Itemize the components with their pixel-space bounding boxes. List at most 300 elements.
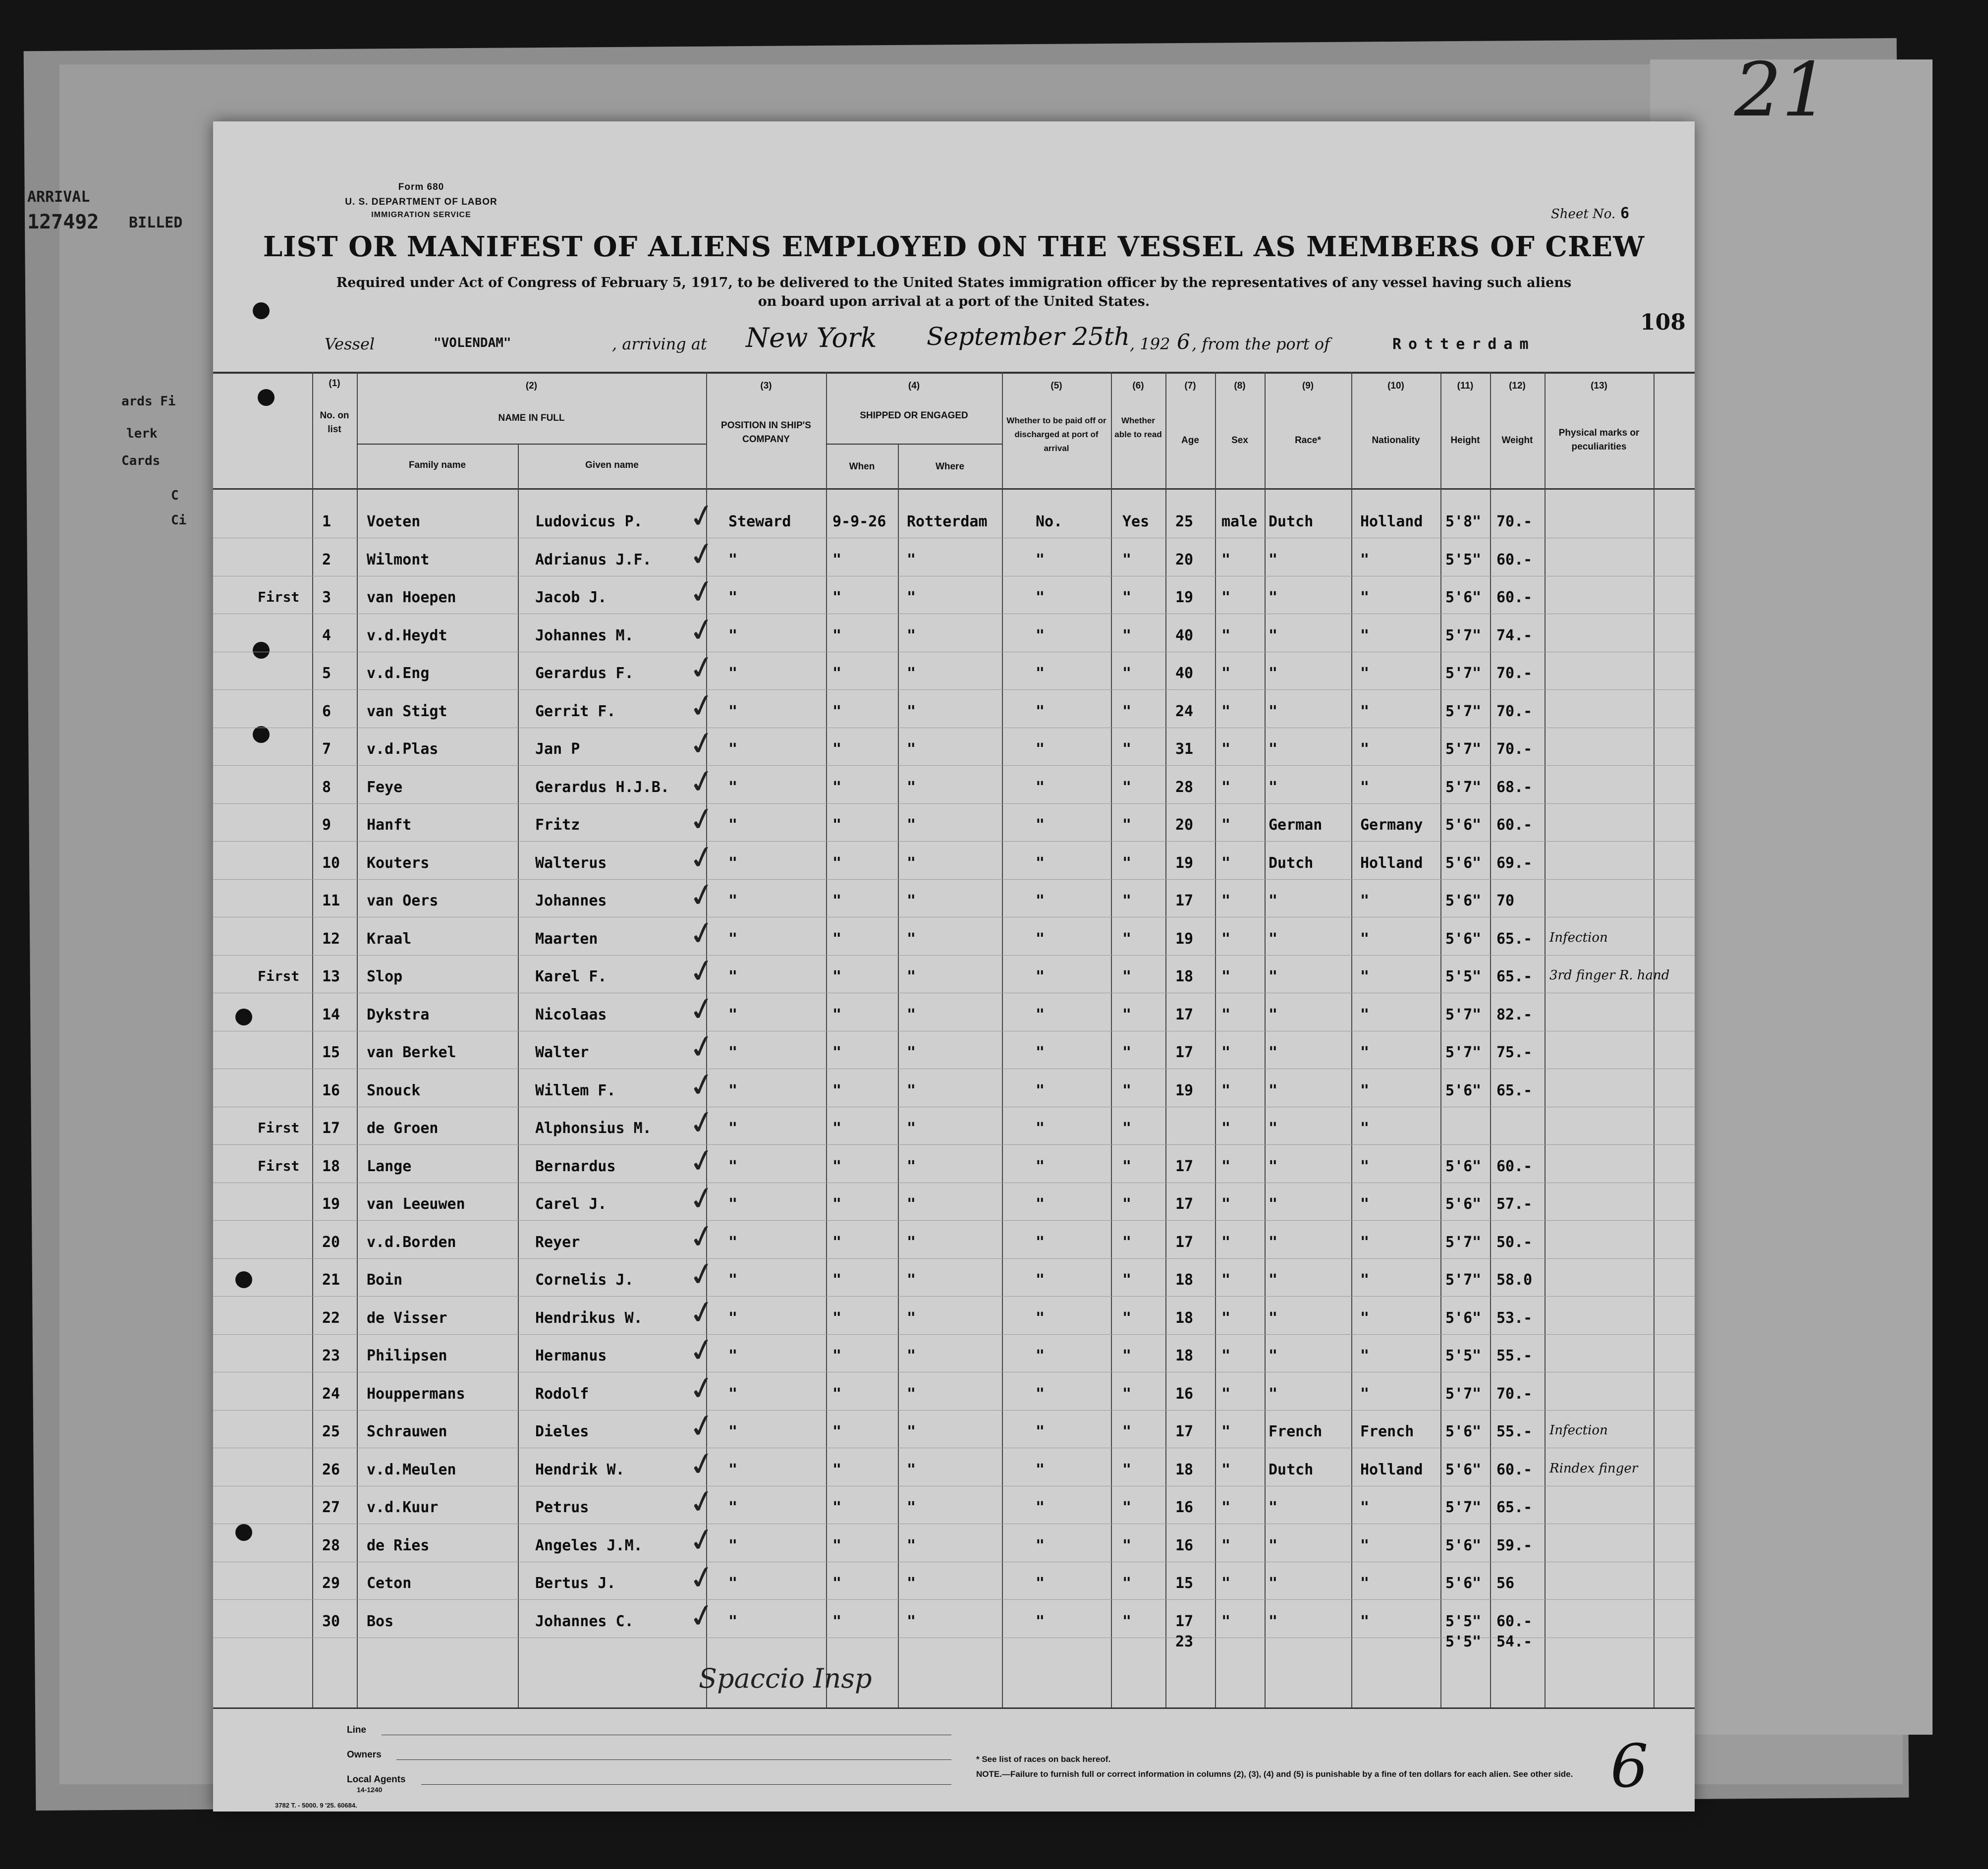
race: " <box>1269 1612 1278 1630</box>
age: 19 <box>1175 1081 1194 1099</box>
sex: " <box>1221 816 1231 834</box>
paid-off: " <box>1036 930 1045 948</box>
col5-number: (5) <box>1050 381 1062 391</box>
race: " <box>1269 1157 1278 1175</box>
height: 5'7" <box>1445 1385 1482 1403</box>
given-name: Johannes <box>535 892 607 909</box>
nationality: " <box>1360 665 1370 682</box>
shipped-where: Rotterdam <box>907 513 988 530</box>
footer-line-label: Line <box>347 1725 367 1735</box>
nationality: Germany <box>1360 816 1423 834</box>
position: " <box>728 892 738 909</box>
shipped-where: " <box>907 1309 916 1327</box>
shipped-when: " <box>832 930 842 948</box>
able-to-read: " <box>1122 1385 1132 1403</box>
able-to-read: " <box>1122 930 1132 948</box>
row-number: 20 <box>322 1233 340 1251</box>
col-rule <box>312 372 313 1707</box>
row-number: 14 <box>322 1006 340 1023</box>
height: 5'7" <box>1445 1499 1482 1516</box>
height: 5'6" <box>1445 816 1482 834</box>
punch-hole <box>235 1524 252 1541</box>
shipped-where: " <box>907 589 916 606</box>
height: 5'5" <box>1445 1612 1482 1630</box>
row-number: 21 <box>322 1271 340 1289</box>
family-name: van Berkel <box>367 1044 456 1061</box>
shipped-where: " <box>907 1575 916 1592</box>
row-number: 22 <box>322 1309 340 1327</box>
checkmark-icon: ✓ <box>685 1292 719 1334</box>
sex: " <box>1221 1575 1231 1592</box>
given-name: Bernardus <box>535 1157 616 1175</box>
sex: " <box>1221 1347 1231 1364</box>
nationality: " <box>1360 930 1370 948</box>
age: 20 <box>1175 551 1194 568</box>
shipped-where: " <box>907 1536 916 1554</box>
shipped-when: " <box>832 1347 842 1364</box>
position: " <box>728 1612 738 1630</box>
shipped-when: " <box>832 626 842 644</box>
checkmark-icon: ✓ <box>685 875 719 916</box>
age: 18 <box>1175 1347 1194 1364</box>
sex: " <box>1221 1195 1231 1213</box>
sex: " <box>1221 930 1231 948</box>
family-name: v.d.Kuur <box>367 1499 439 1516</box>
shipped-where: " <box>907 1461 916 1478</box>
position: " <box>728 1006 738 1023</box>
row-number: 15 <box>322 1044 340 1061</box>
sex: " <box>1221 892 1231 909</box>
height: 5'6" <box>1445 1309 1482 1327</box>
weight: 60.- <box>1496 1461 1533 1478</box>
weight: 70.- <box>1496 1385 1533 1403</box>
given-name: Carel J. <box>535 1195 607 1213</box>
height: 5'7" <box>1445 740 1482 758</box>
race: " <box>1269 1006 1278 1023</box>
nationality: Holland <box>1360 854 1423 872</box>
paid-off: " <box>1036 626 1045 644</box>
row-number: 11 <box>322 892 340 909</box>
col-rule <box>1111 372 1112 1707</box>
col9-heading: Race* <box>1295 435 1321 446</box>
nationality: Holland <box>1360 1461 1423 1478</box>
sex: " <box>1221 1536 1231 1554</box>
nationality: Holland <box>1360 513 1423 530</box>
able-to-read: " <box>1122 1461 1132 1478</box>
family-name: Bos <box>367 1612 394 1630</box>
row-number: 30 <box>322 1612 340 1630</box>
race: " <box>1269 1081 1278 1099</box>
side-label-2: lerk <box>126 426 158 441</box>
weight: 57.- <box>1496 1195 1533 1213</box>
family-name: van Hoepen <box>367 589 456 606</box>
sex: " <box>1221 1499 1231 1516</box>
family-name: Dykstra <box>367 1006 430 1023</box>
row-number: 29 <box>322 1575 340 1592</box>
paid-off: " <box>1036 1423 1045 1440</box>
nationality: " <box>1360 1195 1370 1213</box>
height: 5'5" <box>1445 968 1482 985</box>
shipped-where: " <box>907 1347 916 1364</box>
race: " <box>1269 1044 1278 1061</box>
age: 28 <box>1175 778 1194 796</box>
height: 5'6" <box>1445 930 1482 948</box>
race: " <box>1269 968 1278 985</box>
shipped-when: " <box>832 1499 842 1516</box>
weight: 60.- <box>1496 1612 1533 1630</box>
height: 5'8" <box>1445 513 1482 530</box>
year-digit: 6 <box>1177 330 1190 354</box>
shipped-where: " <box>907 1499 916 1516</box>
shipped-when: " <box>832 1006 842 1023</box>
able-to-read: " <box>1122 1612 1132 1630</box>
paid-off: No. <box>1036 513 1063 530</box>
sex: " <box>1221 1120 1231 1137</box>
position: " <box>728 665 738 682</box>
sex: " <box>1221 740 1231 758</box>
col-rule <box>357 372 358 1707</box>
family-name: Lange <box>367 1157 412 1175</box>
shipped-where: " <box>907 816 916 834</box>
weight: 68.- <box>1496 778 1533 796</box>
manifest-sheet <box>213 121 1695 1812</box>
given-name: Fritz <box>535 816 580 834</box>
height: 5'6" <box>1445 1157 1482 1175</box>
able-to-read: " <box>1122 1423 1132 1440</box>
race: " <box>1269 702 1278 720</box>
col4-number: (4) <box>908 381 920 391</box>
row-number: 6 <box>322 702 331 720</box>
col9-number: (9) <box>1302 381 1314 391</box>
checkmark-icon: ✓ <box>685 723 719 765</box>
row-number: 5 <box>322 665 331 682</box>
row-rule <box>213 1296 1695 1297</box>
able-to-read: " <box>1122 1536 1132 1554</box>
arrival-label: ARRIVAL <box>27 188 90 206</box>
family-name: Slop <box>367 968 403 985</box>
height: 5'6" <box>1445 1461 1482 1478</box>
col11-heading: Height <box>1450 435 1480 446</box>
able-to-read: " <box>1122 551 1132 568</box>
weight: 60.- <box>1496 1157 1533 1175</box>
nationality: " <box>1360 1612 1370 1630</box>
position: " <box>728 968 738 985</box>
side-label-3: Cards <box>121 453 161 468</box>
vessel-name: "VOLENDAM" <box>434 336 511 350</box>
sex: " <box>1221 1309 1231 1327</box>
age: 40 <box>1175 626 1194 644</box>
shipped-where: " <box>907 1157 916 1175</box>
extra-height: 5'5" <box>1445 1633 1482 1650</box>
footer-owners-rule <box>396 1759 951 1760</box>
shipped-where: " <box>907 930 916 948</box>
position: " <box>728 1347 738 1364</box>
weight: 74.- <box>1496 626 1533 644</box>
nationality: " <box>1360 778 1370 796</box>
race: Dutch <box>1269 513 1314 530</box>
checkmark-icon: ✓ <box>685 1557 719 1599</box>
given-name: Gerrit F. <box>535 702 616 720</box>
given-name: Willem F. <box>535 1081 616 1099</box>
given-name: Angeles J.M. <box>535 1536 643 1554</box>
subtitle-line2: on board upon arrival at a port of the United States. <box>758 294 1150 309</box>
family-name: Kouters <box>367 854 430 872</box>
able-to-read: " <box>1122 589 1132 606</box>
row-rule <box>213 1144 1695 1145</box>
given-name: Maarten <box>535 930 598 948</box>
vessel-label: Vessel <box>325 335 375 353</box>
position: " <box>728 740 738 758</box>
paid-off: " <box>1036 1461 1045 1478</box>
paid-off: " <box>1036 665 1045 682</box>
col-rule <box>518 444 519 1707</box>
col7-number: (7) <box>1184 381 1196 391</box>
arrival-date: September 25th <box>927 322 1130 351</box>
nationality: " <box>1360 589 1370 606</box>
height: 5'7" <box>1445 1044 1482 1061</box>
given-name: Jan P <box>535 740 580 758</box>
col2-heading: NAME IN FULL <box>498 413 565 423</box>
sheet-label: Sheet No. <box>1551 207 1616 222</box>
shipped-when: " <box>832 551 842 568</box>
paid-off: " <box>1036 1271 1045 1289</box>
shipped-where: " <box>907 551 916 568</box>
given-name: Gerardus H.J.B. <box>535 778 669 796</box>
checkmark-icon: ✓ <box>685 1102 719 1144</box>
position: " <box>728 854 738 872</box>
checkmark-icon: ✓ <box>685 1140 719 1182</box>
age: 17 <box>1175 1423 1194 1440</box>
subtitle-line1: Required under Act of Congress of February 5, 1917, to be delivered to the United States immigration officer by the representatives of any vessel having such aliens <box>336 275 1572 290</box>
nationality: " <box>1360 1347 1370 1364</box>
paid-off: " <box>1036 1499 1045 1516</box>
age: 40 <box>1175 665 1194 682</box>
weight: 55.- <box>1496 1347 1533 1364</box>
shipped-when: " <box>832 1385 842 1403</box>
family-name: v.d.Eng <box>367 665 430 682</box>
weight: 55.- <box>1496 1423 1533 1440</box>
row-rule <box>213 1334 1695 1335</box>
nationality: " <box>1360 1575 1370 1592</box>
row-number: 28 <box>322 1536 340 1554</box>
nationality: " <box>1360 968 1370 985</box>
height: 5'7" <box>1445 1271 1482 1289</box>
billed-label: BILLED <box>129 214 183 231</box>
paid-off: " <box>1036 968 1045 985</box>
row-number: 13 <box>322 968 340 985</box>
shipped-when: " <box>832 1575 842 1592</box>
weight: 82.- <box>1496 1006 1533 1023</box>
sex: " <box>1221 1006 1231 1023</box>
sex: " <box>1221 1612 1231 1630</box>
col-rule <box>1002 372 1003 1707</box>
nationality: " <box>1360 1499 1370 1516</box>
checkmark-icon: ✓ <box>685 1216 719 1258</box>
row-number: 12 <box>322 930 340 948</box>
family-name: van Oers <box>367 892 439 909</box>
given-name: Alphonsius M. <box>535 1120 652 1137</box>
row-rule <box>213 955 1695 956</box>
col8-heading: Sex <box>1231 435 1248 446</box>
col11-number: (11) <box>1457 381 1474 391</box>
race: " <box>1269 1385 1278 1403</box>
row-rule <box>213 1410 1695 1411</box>
position: " <box>728 1536 738 1554</box>
checkmark-icon: ✓ <box>685 912 719 955</box>
paid-off: " <box>1036 854 1045 872</box>
shipped-where: " <box>907 1195 916 1213</box>
row-number: 17 <box>322 1120 340 1137</box>
sex: " <box>1221 1385 1231 1403</box>
physical-marks: Infection <box>1549 930 1608 945</box>
weight: 70.- <box>1496 513 1533 530</box>
able-to-read: " <box>1122 1309 1132 1327</box>
position: " <box>728 1044 738 1061</box>
checkmark-icon: ✓ <box>685 799 719 841</box>
shipped-where: " <box>907 702 916 720</box>
able-to-read: " <box>1122 702 1132 720</box>
col-rule <box>1545 372 1546 1707</box>
checkmark-icon: ✓ <box>685 1595 719 1637</box>
family-name: Hanft <box>367 816 412 834</box>
paid-off: " <box>1036 1081 1045 1099</box>
family-name: v.d.Heydt <box>367 626 447 644</box>
given-name: Petrus <box>535 1499 589 1516</box>
age: 19 <box>1175 589 1194 606</box>
shipped-when: " <box>832 816 842 834</box>
nationality: " <box>1360 551 1370 568</box>
paid-off: " <box>1036 1612 1045 1630</box>
row-number: 10 <box>322 854 340 872</box>
inspector-signature: Spaccio Insp <box>699 1663 872 1694</box>
family-name: Wilmont <box>367 551 430 568</box>
row-rule <box>213 689 1695 690</box>
shipped-when: " <box>832 1309 842 1327</box>
col10-number: (10) <box>1387 381 1404 391</box>
given-name: Jacob J. <box>535 589 607 606</box>
checkmark-icon: ✓ <box>685 1178 719 1220</box>
paid-off: " <box>1036 1309 1045 1327</box>
punch-hole <box>258 389 275 406</box>
race: " <box>1269 1499 1278 1516</box>
age: 20 <box>1175 816 1194 834</box>
extra-age: 23 <box>1175 1633 1194 1650</box>
shipped-when: " <box>832 1233 842 1251</box>
position: " <box>728 930 738 948</box>
nationality: " <box>1360 892 1370 909</box>
age: 17 <box>1175 1233 1194 1251</box>
height: 5'6" <box>1445 589 1482 606</box>
able-to-read: " <box>1122 665 1132 682</box>
col1-heading: No. on list <box>320 410 349 435</box>
row-number: 18 <box>322 1157 340 1175</box>
checkmark-icon: ✓ <box>685 1026 719 1068</box>
shipped-when: " <box>832 1612 842 1630</box>
race: German <box>1269 816 1323 834</box>
height: 5'6" <box>1445 1575 1482 1592</box>
age: 24 <box>1175 702 1194 720</box>
shipped-where: " <box>907 968 916 985</box>
shipped-when: " <box>832 1157 842 1175</box>
shipped-where: " <box>907 740 916 758</box>
paid-off: " <box>1036 892 1045 909</box>
weight: 58.0 <box>1496 1271 1533 1289</box>
footer-agents-code: 14-1240 <box>357 1786 383 1794</box>
col5-heading: Whether to be paid off or discharged at port of arrival <box>1006 416 1106 453</box>
race: " <box>1269 1309 1278 1327</box>
position: Steward <box>728 513 791 530</box>
sheet-number: 6 <box>1620 205 1630 222</box>
from-port: Rotterdam <box>1392 336 1536 353</box>
year-label: , 192 <box>1130 335 1170 353</box>
row-rule <box>213 1258 1695 1259</box>
weight: 60.- <box>1496 816 1533 834</box>
shipped-when: " <box>832 589 842 606</box>
weight: 70 <box>1496 892 1515 909</box>
age: 17 <box>1175 1044 1194 1061</box>
row-number: 27 <box>322 1499 340 1516</box>
side-label-1: ards Fi <box>121 394 176 409</box>
given-name: Hendrik W. <box>535 1461 625 1478</box>
sex: " <box>1221 702 1231 720</box>
header-bottom-rule <box>213 488 1695 490</box>
shipped-when: " <box>832 1271 842 1289</box>
nationality: " <box>1360 1536 1370 1554</box>
paid-off: " <box>1036 1195 1045 1213</box>
given-name: Cornelis J. <box>535 1271 634 1289</box>
race: " <box>1269 626 1278 644</box>
row-number: 1 <box>322 513 331 530</box>
shipped-when: " <box>832 1423 842 1440</box>
paid-off: " <box>1036 1120 1045 1137</box>
able-to-read: " <box>1122 1044 1132 1061</box>
race: " <box>1269 1195 1278 1213</box>
checkmark-icon: ✓ <box>685 685 719 727</box>
shipped-when: " <box>832 1461 842 1478</box>
checkmark-icon: ✓ <box>685 1254 719 1296</box>
side-note: First <box>258 1157 300 1174</box>
position: " <box>728 816 738 834</box>
shipped-where: " <box>907 892 916 909</box>
shipped-where: " <box>907 1081 916 1099</box>
position: " <box>728 1423 738 1440</box>
page-number: 108 <box>1640 310 1686 335</box>
checkmark-icon: ✓ <box>685 609 719 651</box>
age: 16 <box>1175 1499 1194 1516</box>
side-label-4: C <box>171 488 179 503</box>
nationality: " <box>1360 1309 1370 1327</box>
footer-agents-rule <box>421 1784 951 1785</box>
shipped-where: " <box>907 1271 916 1289</box>
col-rule <box>1165 372 1166 1707</box>
given-name: Rodolf <box>535 1385 589 1403</box>
shipped-when: " <box>832 968 842 985</box>
family-name: Ceton <box>367 1575 412 1592</box>
family-name: Voeten <box>367 513 421 530</box>
subheader-rule <box>357 444 706 445</box>
position: " <box>728 778 738 796</box>
weight: 53.- <box>1496 1309 1533 1327</box>
row-number: 9 <box>322 816 331 834</box>
checkmark-icon: ✓ <box>685 496 719 537</box>
nationality: " <box>1360 1081 1370 1099</box>
shipped-where: " <box>907 1233 916 1251</box>
age: 19 <box>1175 930 1194 948</box>
weight: 60.- <box>1496 589 1533 606</box>
punch-hole <box>253 642 270 659</box>
checkmark-icon: ✓ <box>685 951 719 992</box>
race: " <box>1269 1120 1278 1137</box>
